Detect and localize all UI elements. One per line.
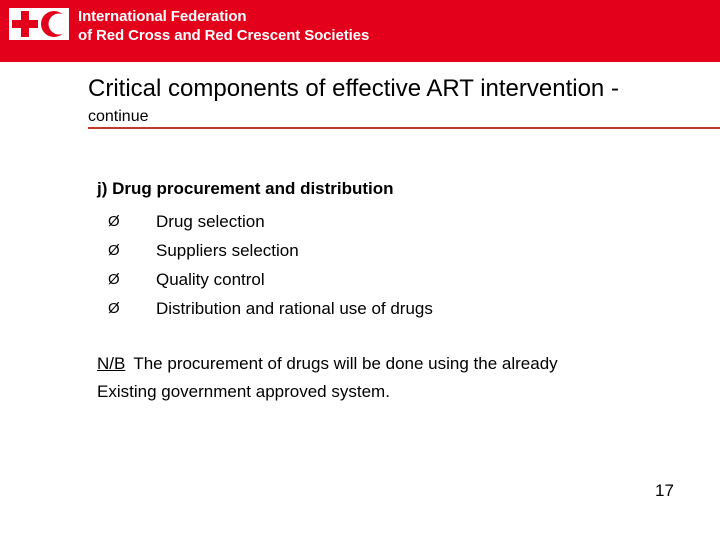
page-number: 17 [655,481,674,500]
note-line-2: Existing government approved system. [97,382,390,401]
bullet-text: Quality control [156,269,265,289]
arrow-bullet-icon: Ø [108,242,120,259]
list-item [108,207,433,236]
list-item [108,265,433,294]
red-cross-icon [12,11,38,37]
arrow-bullet-icon: Ø [108,300,120,317]
bullet-list [108,207,433,323]
section-heading: j) Drug procurement and distribution [97,179,394,198]
bullet-text: Suppliers selection [156,240,299,260]
red-crescent-icon [40,10,68,38]
arrow-bullet-icon: Ø [108,271,120,288]
org-name-line-1: International Federation [78,8,247,25]
slide-subtitle: continue [88,108,149,125]
list-item [108,236,433,265]
org-name-line-2: of Red Cross and Red Crescent Societies [78,27,370,44]
arrow-bullet-icon: Ø [108,213,120,230]
bullet-text: Distribution and rational use of drugs [156,298,433,318]
note-block [97,350,558,406]
ifrc-logo [9,8,69,40]
note-tag: N/B [97,354,126,373]
bullet-text: Drug selection [156,211,265,231]
note-text-1: The procurement of drugs will be done using the already [133,354,558,373]
slide-title: Critical components of effective ART intervention - [88,75,619,102]
note-line-1 [97,350,558,378]
title-divider [88,127,720,129]
list-item [108,294,433,323]
header-banner [0,0,720,62]
